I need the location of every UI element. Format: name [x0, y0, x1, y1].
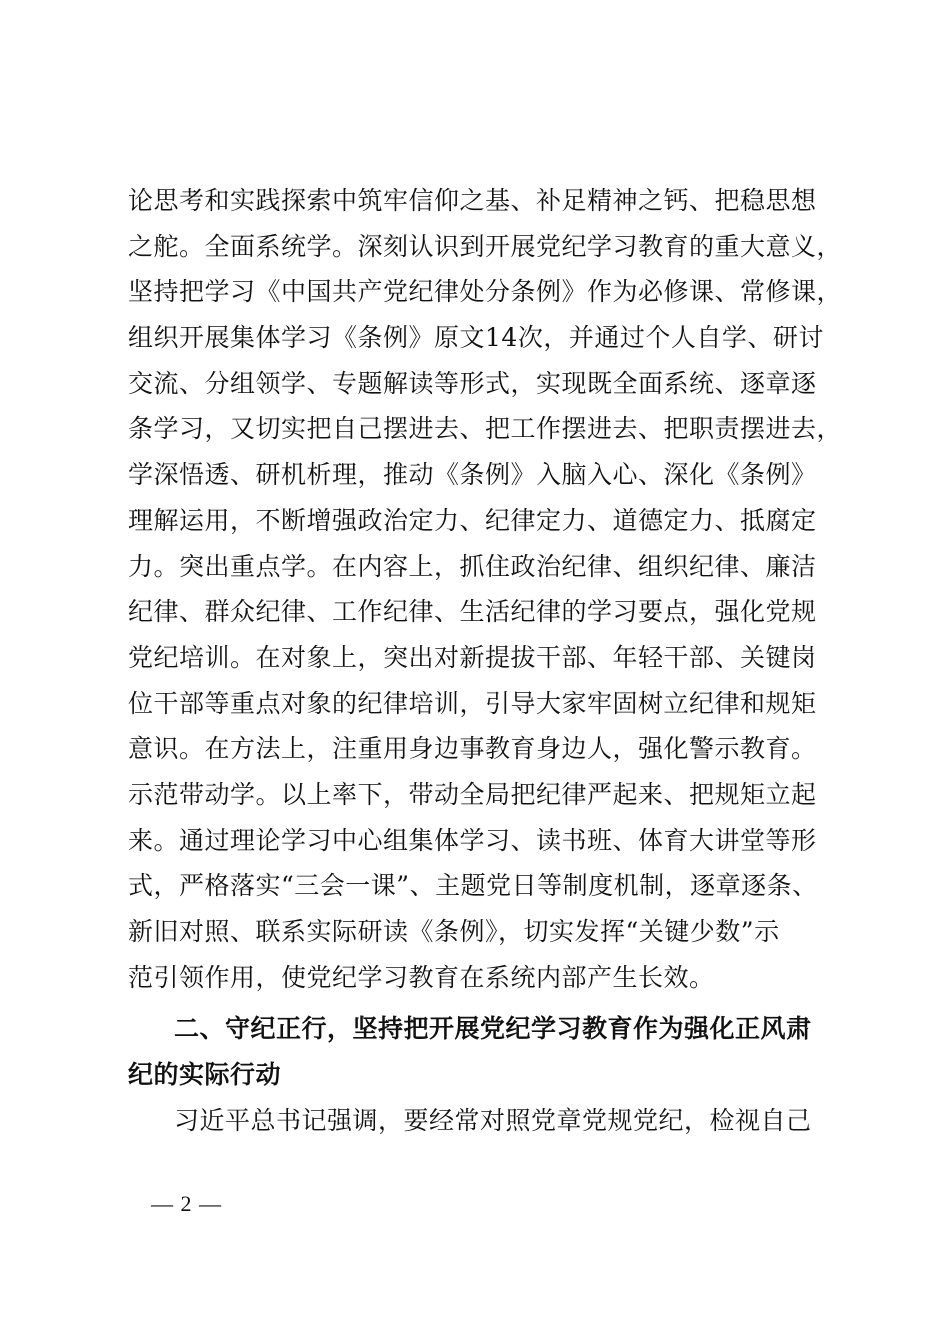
body-line-15: 来。通过理论学习中心组集体学习、读书班、体育大讲堂等形	[128, 825, 817, 855]
body-line-9: 力。突出重点学。在内容上，抓住政治纪律、组织纪律、廉洁	[128, 551, 817, 581]
body-line-11: 党纪培训。在对象上，突出对新提拔干部、年轻干部、关键岗	[128, 642, 817, 672]
body-line-14: 示范带动学。以上率下，带动全局把纪律严起来、把规矩立起	[128, 779, 817, 809]
body-line-16: 式，严格落实“三会一课”、主题党日等制度机制，逐章逐条、	[128, 871, 818, 901]
body-line-4: 组织开展集体学习《条例》原文14次，并通过个人自学、研讨	[128, 323, 824, 353]
body-line-7: 学深悟透、研机析理，推动《条例》入脑入心、深化《条例》	[128, 460, 817, 490]
body-line-10: 纪律、群众纪律、工作纪律、生活纪律的学习要点，强化党规	[128, 597, 817, 627]
body-line-12: 位干部等重点对象的纪律培训，引导大家牢固树立纪律和规矩	[128, 688, 817, 718]
paragraph-opening-line: 习近平总书记强调，要经常对照党章党规党纪，检视自己	[174, 1106, 812, 1136]
body-line-1: 论思考和实践探索中筑牢信仰之基、补足精神之钙、把稳思想	[128, 186, 817, 215]
body-line-17: 新旧对照、联系实际研读《条例》，切实发挥“关键少数”示	[128, 917, 780, 946]
section-heading-line-2: 纪的实际行动	[128, 1060, 282, 1090]
document-body	[128, 178, 863, 1144]
body-line-2: 之舵。全面系统学。深刻认识到开展党纪学习教育的重大意义，	[128, 231, 843, 261]
body-line-6: 条学习，又切实把自己摆进去、把工作摆进去、把职责摆进去，	[128, 414, 843, 444]
body-line-13: 意识。在方法上，注重用身边事教育身边人，强化警示教育。	[128, 734, 817, 764]
body-line-8: 理解运用，不断增强政治定力、纪律定力、道德定力、抵腐定	[128, 505, 817, 535]
body-line-3: 坚持把学习《中国共产党纪律处分条例》作为必修课、常修课，	[128, 277, 843, 307]
section-heading	[128, 1006, 863, 1098]
body-line-18: 范引领作用，使党纪学习教育在系统内部产生长效。	[128, 962, 715, 992]
section-heading-line-1: 二、守纪正行，坚持把开展党纪学习教育作为强化正风肃	[174, 1014, 812, 1044]
body-line-5: 交流、分组领学、专题解读等形式，实现既全面系统、逐章逐	[128, 368, 817, 398]
page-number: — 2 —	[151, 1191, 222, 1216]
